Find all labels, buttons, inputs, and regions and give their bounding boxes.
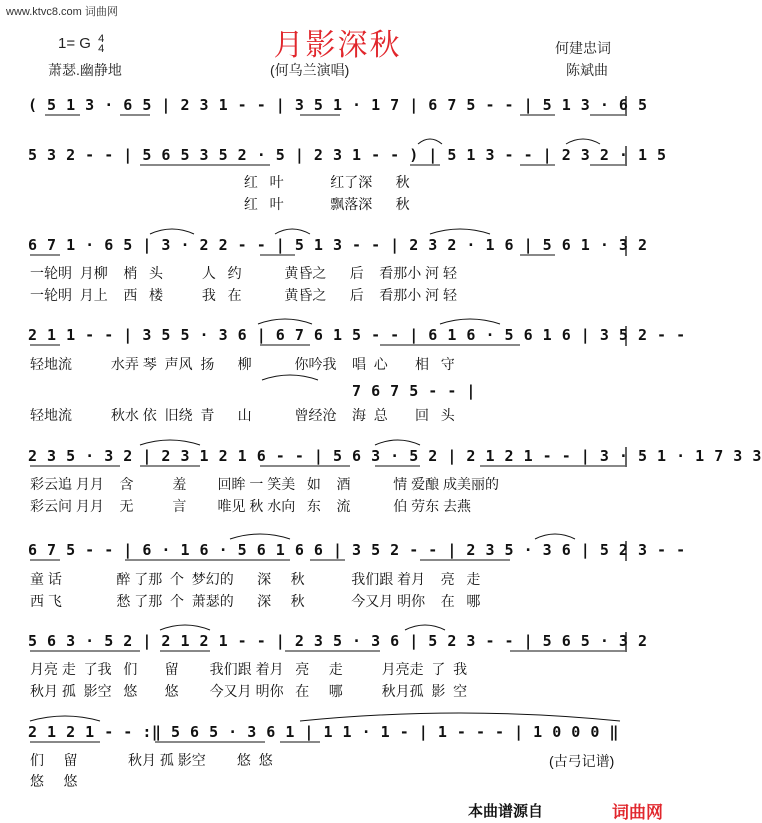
slur [375,440,420,445]
slur [430,229,490,234]
source-label: 本曲谱源自 [468,803,544,820]
slur [300,713,620,721]
score-row-4-lyrics-1: 轻地流 水弄 琴 声风 扬 柳 你吟我 唱 心 相 守 [30,356,455,372]
score-row-4-notes: 2 1 1 - - | 3 5 5 · 3 6 | 6 7 6 1 5 - - | 6 1 6 · 5 6 1 6 | 3 5 2 - - [28,326,686,344]
slur [566,139,600,144]
slur [535,534,575,539]
score-row-2-notes: 5 3 2 - - | 5 6 5 3 5 2 · 5 | 2 3 1 - - ) | 5 1 3 - - | 2 3 2 · 1 5 [28,146,667,164]
score-row-3-lyrics-1: 一轮明 月柳 梢 头 人 约 黄昏之 后 看那小 河 轻 [30,265,458,281]
score-row-9-notes: 2 1 2 1 - - :‖ 5 6 5 · 3 6 1 | 1 1 · 1 - | 1 - - - | 1 0 0 0 ‖ [28,723,619,741]
slur [275,229,310,234]
key-signature [58,34,104,54]
slur [160,625,210,630]
time-signature [98,34,104,54]
score-row-2-lyrics-1: 红 叶 红了深 秋 [30,174,410,190]
score-row-6-lyrics-1: 彩云追 月月 含 羞 回眸 一 笑美 如 酒 情 爱酿 成美丽的 [30,476,500,492]
score-row-3-lyrics-2: 一轮明 月上 西 楼 我 在 黄昏之 后 看那小 河 轻 [30,287,458,303]
score-row-2-lyrics-2: 红 叶 飘落深 秋 [30,196,410,212]
score-row-8-lyrics-1: 月亮 走 了我 们 留 我们跟 着月 亮 走 月亮走 了 我 [30,661,468,677]
slur [258,319,312,324]
score-row-9-lyrics-1: 们 留 秋月 孤 影空 悠 悠 [30,752,273,768]
slur [30,716,100,721]
lyricist: 何建忠词 [555,40,611,56]
score-row-7-lyrics-2: 西 飞 愁 了那 个 萧瑟的 深 秋 今又月 明你 在 哪 [30,593,481,609]
score-row-3-notes: 6 7 1 · 6 5 | 3 · 2 2 - - | 5 1 3 - - | 2 3 2 · 1 6 | 5 6 1 · 3 2 [28,236,648,254]
performer: (何乌兰演唱) [270,62,350,78]
slur [140,440,200,445]
slur [405,625,445,630]
site-watermark: www.ktvc8.com 词曲网 [6,6,118,18]
slur [150,229,194,234]
score-row-7-notes: 6 7 5 - - | 6 · 1 6 · 5 6 1 6 6 | 3 5 2 - - | 2 3 5 · 3 6 | 5 2 3 - - [28,541,686,559]
key-label: 1= G [58,34,91,52]
score-row-5-notes: 7 6 7 5 - - | [28,382,476,400]
time-top: 4 [98,33,105,45]
expression-mark: 萧瑟.幽静地 [48,62,122,78]
composer: 陈斌曲 [566,62,608,78]
score-row-9-lyrics-2: 悠 悠 [30,773,78,789]
song-title: 月影深秋 [273,29,402,62]
score-row-8-notes: 5 6 3 · 5 2 | 2 1 2 1 - - | 2 3 5 · 3 6 | 5 2 3 - - | 5 6 5 · 3 2 [28,632,648,650]
brand-logo[interactable]: 词曲网 [612,803,663,822]
score-row-8-lyrics-2: 秋月 孤 影空 悠 悠 今又月 明你 在 哪 秋月孤 影 空 [30,683,468,699]
transcriber-credit: (古弓记谱) [549,753,615,769]
score-row-5-lyrics-1: 轻地流 秋水 依 旧绕 青 山 曾经沧 海 总 回 头 [30,407,455,423]
slur [418,139,442,144]
score-row-7-lyrics-1: 童 话 醉 了那 个 梦幻的 深 秋 我们跟 着月 亮 走 [30,571,481,587]
score-row-1-notes: ( 5 1 3 · 6 5 | 2 3 1 - - | 3 5 1 · 1 7 | 6 7 5 - - | 5 1 3 · 6 5 [28,96,648,114]
slur [262,375,318,380]
score-row-6-notes: 2 3 5 · 3 2 | 2 3 1 2 1 6 - - | 5 6 3 · 5 2 | 2 1 2 1 - - | 3 · 5 1 · 1 7 3 3 [28,447,762,465]
slur [230,534,290,539]
slur [440,319,500,324]
time-bottom: 4 [98,43,105,55]
score-row-6-lyrics-2: 彩云问 月月 无 言 唯见 秋 水向 东 流 伯 劳东 去燕 [30,498,472,514]
